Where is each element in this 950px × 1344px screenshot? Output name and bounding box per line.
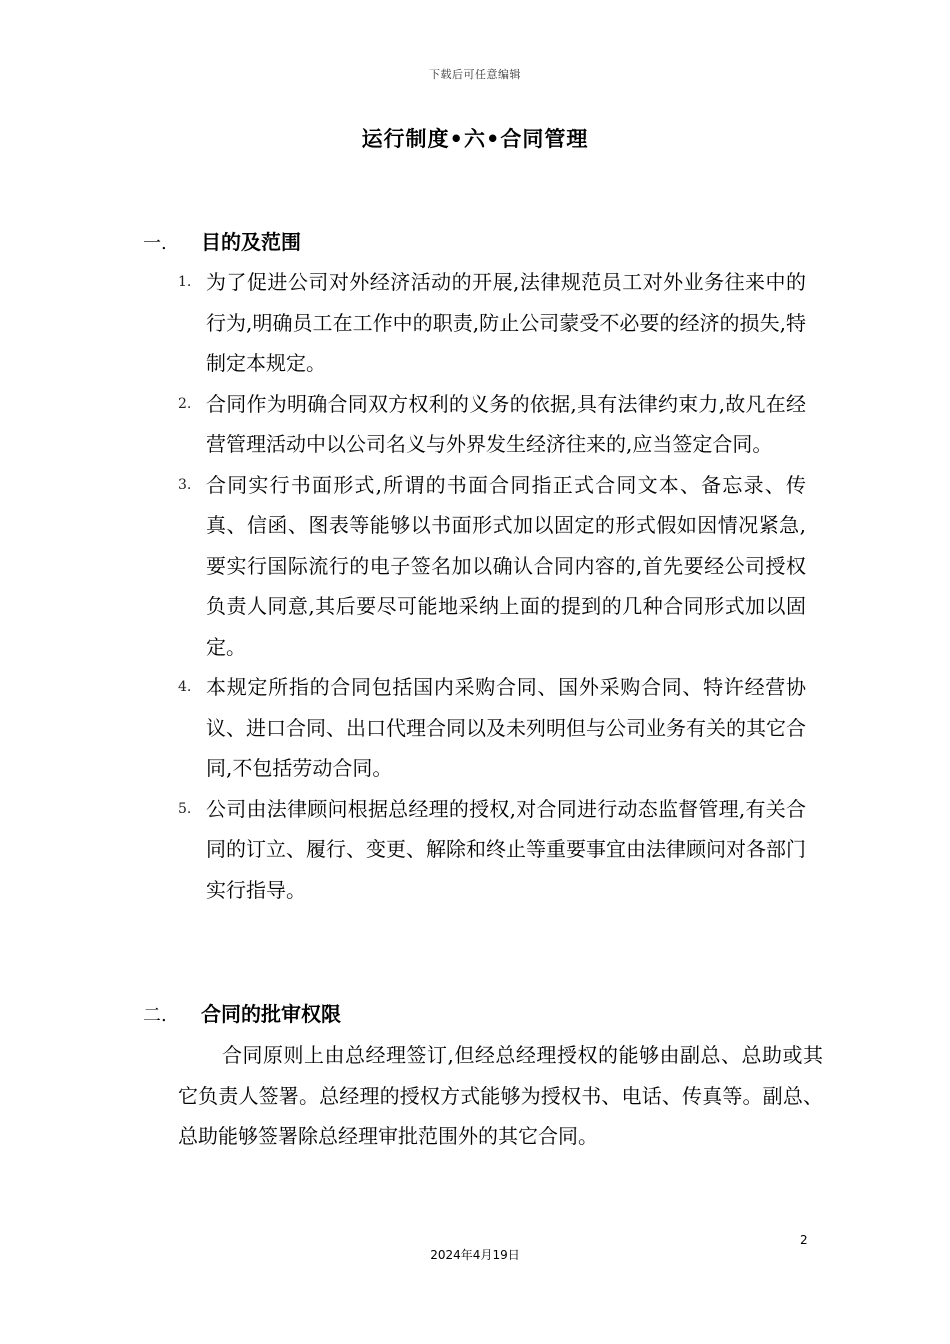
list-item-text: 合同实行书面形式,所谓的书面合同指正式合同文本、备忘录、传真、信函、图表等能够以书面形式加以固定的形式假如因情况紧急,要实行国际流行的电子签名加以确认合同内容的,首先要经公司授权负责人同意,其后要尽可能地采纳上面的提到的几种合同形式加以固定。 (206, 472, 806, 659)
section-1-number: 一. (143, 233, 167, 254)
section-1-heading (143, 226, 301, 255)
section-1-title: 目的及范围 (201, 230, 301, 254)
list-item (178, 667, 828, 789)
section-1-list (178, 262, 828, 910)
footer-date: 2024年4月19日 (430, 1248, 520, 1262)
header-note: 下载后可任意编辑 (429, 68, 521, 81)
list-item (178, 262, 828, 384)
list-item-text: 合同作为明确合同双方权利的义务的依据,具有法律约束力,故凡在经营管理活动中以公司名义与外界发生经济往来的,应当签定合同。 (206, 391, 806, 456)
list-item-number: 4. (178, 679, 192, 695)
list-item-number: 1. (178, 274, 192, 290)
list-item-text: 本规定所指的合同包括国内采购合同、国外采购合同、特许经营协议、进口合同、出口代理合同以及未列明但与公司业务有关的其它合同,不包括劳动合同。 (206, 675, 806, 780)
list-item-text: 公司由法律顾问根据总经理的授权,对合同进行动态监督管理,有关合同的订立、履行、变更、解除和终止等重要事宜由法律顾问对各部门实行指导。 (206, 796, 806, 902)
document-title: 运行制度•六•合同管理 (361, 127, 589, 151)
list-item (178, 384, 828, 465)
section-2-title: 合同的批审权限 (201, 1002, 341, 1026)
section-2-heading (143, 998, 341, 1027)
page-number: 2 (800, 1233, 808, 1247)
list-item-text: 为了促进公司对外经济活动的开展,法律规范员工对外业务往来中的行为,明确员工在工作中的职责,防止公司蒙受不必要的经济的损失,特制定本规定。 (206, 270, 806, 375)
section-2-paragraph: 合同原则上由总经理签订,但经总经理授权的能够由副总、总助或其它负责人签署。总经理的授权方式能够为授权书、电话、传真等。副总、总助能够签署除总经理审批范围外的其它合同。 (178, 1043, 823, 1148)
list-item-number: 2. (178, 395, 192, 412)
list-item (178, 465, 828, 668)
list-item-number: 3. (178, 476, 192, 493)
list-item (178, 789, 828, 911)
section-2-number: 二. (143, 1005, 167, 1026)
list-item-number: 5. (178, 800, 192, 817)
